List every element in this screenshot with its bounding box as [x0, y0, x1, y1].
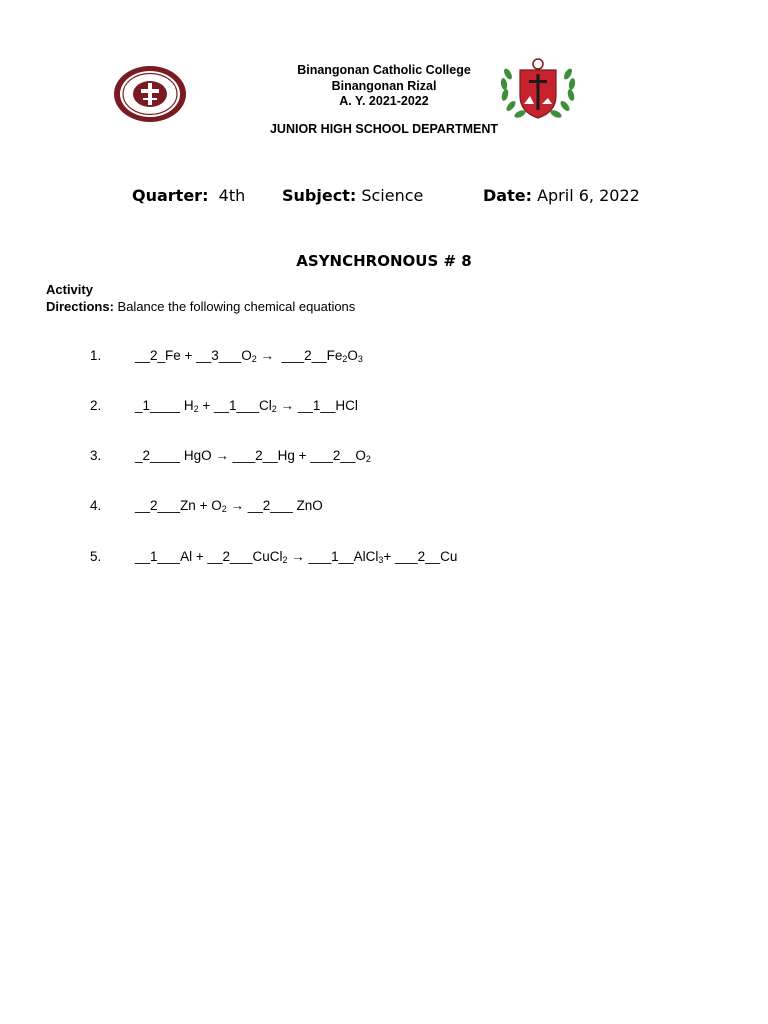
coefficient-blank: ___2__	[310, 448, 356, 463]
coefficient-blank: _1____	[135, 398, 181, 413]
coefficient-blank: __1___	[213, 398, 260, 413]
equation-item	[90, 448, 371, 464]
department-crest-logo	[496, 56, 580, 124]
subscript: 2	[251, 354, 257, 364]
equation-text: Zn + O	[180, 498, 222, 513]
school-name: Binangonan Catholic College	[297, 63, 471, 77]
coefficient-blank: ___2__	[232, 448, 278, 463]
equation-text: Cu	[440, 549, 458, 564]
equation-text: ZnO	[292, 498, 323, 513]
coefficient-blank: __1___	[135, 549, 181, 564]
coefficient-blank: __1__	[297, 398, 336, 413]
equation-text: HgO	[180, 448, 212, 463]
coefficient-blank: __2___	[135, 498, 181, 513]
subscript: 2	[342, 354, 348, 364]
coefficient-blank: __3___	[196, 348, 242, 363]
reaction-arrow: →	[226, 498, 248, 513]
subscript: 3	[378, 555, 384, 565]
department-title: JUNIOR HIGH SCHOOL DEPARTMENT	[269, 122, 499, 136]
equation-number: 5.	[90, 549, 102, 564]
equation-item	[90, 348, 363, 364]
subject-value: Science	[361, 186, 424, 205]
date-field	[483, 186, 640, 205]
equation-text: HCl	[335, 398, 358, 413]
school-header	[234, 63, 534, 110]
coefficient-blank: ___1__	[308, 549, 354, 564]
equation-text: CuCl	[252, 549, 283, 564]
equation-text: Fe +	[165, 348, 197, 363]
assignment-title: ASYNCHRONOUS # 8	[296, 252, 472, 270]
subscript: 2	[193, 404, 199, 414]
equation-text: Cl	[259, 398, 272, 413]
equation-text: O	[347, 348, 358, 363]
equation-text: Al +	[180, 549, 208, 564]
date-value: April 6, 2022	[537, 186, 640, 205]
quarter-label: Quarter:	[132, 186, 209, 205]
equation-number: 1.	[90, 348, 102, 363]
subject-field	[282, 186, 423, 205]
subscript: 2	[282, 555, 288, 565]
directions-text: Balance the following chemical equations	[117, 299, 356, 314]
subscript: 2	[365, 454, 371, 464]
directions-label: Directions:	[46, 299, 114, 314]
school-seal-logo	[112, 64, 188, 124]
equation-text: Hg +	[277, 448, 311, 463]
directions	[46, 299, 355, 314]
coefficient-blank: ___2__	[395, 549, 441, 564]
equation-item	[90, 498, 323, 514]
equation-text: +	[198, 398, 214, 413]
reaction-arrow: →	[287, 549, 309, 564]
subscript: 3	[357, 354, 363, 364]
equation-text: AlCl	[353, 549, 379, 564]
equation-text: O	[355, 448, 366, 463]
equation-item	[90, 549, 457, 565]
subscript: 2	[221, 504, 227, 514]
reaction-arrow: →	[211, 448, 233, 463]
equation-text: +	[383, 549, 396, 564]
equation-text: O	[241, 348, 252, 363]
activity-label: Activity	[46, 282, 93, 297]
reaction-arrow: →	[256, 348, 278, 363]
equation-number: 3.	[90, 448, 102, 463]
subscript: 2	[271, 404, 277, 414]
coefficient-blank: __2___	[207, 549, 253, 564]
equation-number: 2.	[90, 398, 102, 413]
school-location: Binangonan Rizal	[331, 78, 437, 93]
reaction-arrow: →	[276, 398, 298, 413]
quarter-field	[132, 186, 245, 205]
quarter-value: 4th	[218, 186, 246, 205]
equation-text: H	[180, 398, 194, 413]
coefficient-blank: __2___	[247, 498, 293, 513]
coefficient-blank: ___2__	[281, 348, 327, 363]
date-label: Date:	[483, 186, 532, 205]
equation-text: Fe	[326, 348, 343, 363]
coefficient-blank: __2_	[135, 348, 166, 363]
academic-year: A. Y. 2021-2022	[339, 94, 429, 108]
equation-item	[90, 398, 358, 414]
coefficient-blank: _2____	[135, 448, 181, 463]
subject-label: Subject:	[282, 186, 357, 205]
equation-number: 4.	[90, 498, 102, 513]
